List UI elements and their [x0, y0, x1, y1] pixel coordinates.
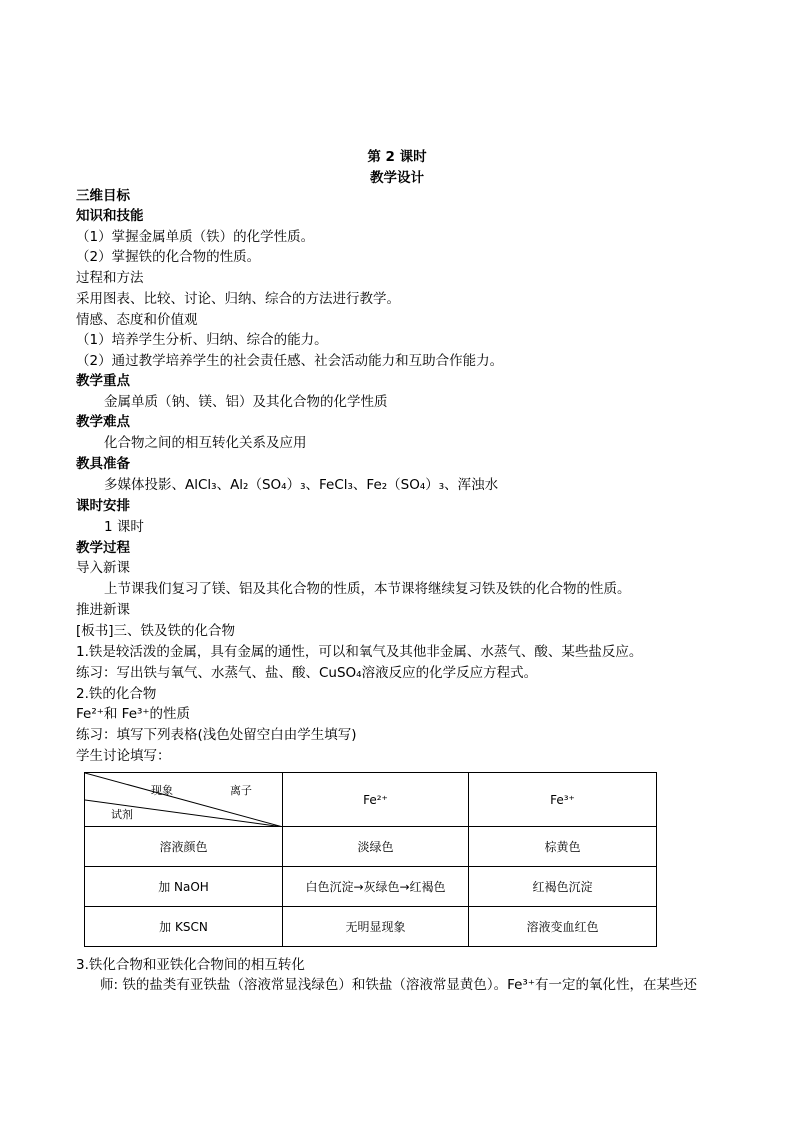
intro-text: 上节课我们复习了镁、铝及其化合物的性质，本节课将继续复习铁及铁的化合物的性质。	[104, 581, 631, 597]
heading-conversion: 3.铁化合物和亚铁化合物间的相互转化	[76, 957, 305, 973]
exercise-equations: 练习：写出铁与氧气、水蒸气、盐、酸、CuSO₄溶液反应的化学反应方程式。	[76, 665, 538, 681]
emotion-item-1: （1）培养学生分析、归纳、综合的能力。	[76, 332, 328, 348]
fe2-cell: 白色沉淀→灰绿色→红褐色	[283, 867, 469, 907]
row-label: 加 KSCN	[85, 907, 283, 947]
table-row	[85, 867, 657, 907]
table-row	[85, 827, 657, 867]
lesson-number: 第 2 课时	[367, 149, 427, 165]
heading-key-points: 教学重点	[76, 373, 130, 389]
table-header-row	[85, 773, 657, 827]
header-fe2: Fe²⁺	[283, 773, 469, 827]
table-row	[85, 907, 657, 947]
heading-objectives: 三维目标	[76, 188, 130, 204]
corner-cell	[85, 773, 283, 827]
fe2-cell: 淡绿色	[283, 827, 469, 867]
heading-new-lesson: 推进新课	[76, 602, 130, 618]
heading-intro: 导入新课	[76, 560, 130, 576]
student-discussion: 学生讨论填写：	[76, 748, 171, 764]
fe3-cell: 溶液变血红色	[469, 907, 657, 947]
heading-process-teaching: 教学过程	[76, 540, 130, 556]
knowledge-item-2: （2）掌握铁的化合物的性质。	[76, 249, 261, 265]
fe3-cell: 红褐色沉淀	[469, 867, 657, 907]
corner-phenomenon: 现象	[151, 784, 173, 797]
heading-process: 过程和方法	[76, 270, 144, 286]
design-title: 教学设计	[370, 170, 424, 186]
schedule-text: 1 课时	[104, 519, 144, 535]
process-text: 采用图表、比较、讨论、归纳、综合的方法进行教学。	[76, 291, 400, 307]
heading-knowledge: 知识和技能	[76, 208, 144, 224]
row-label: 溶液颜色	[85, 827, 283, 867]
heading-iron-compounds: 2.铁的化合物	[76, 686, 157, 702]
fe2-cell: 无明显现象	[283, 907, 469, 947]
heading-schedule: 课时安排	[76, 498, 130, 514]
fe-ions-table	[84, 772, 657, 947]
row-label: 加 NaOH	[85, 867, 283, 907]
materials-text: 多媒体投影、AlCl₃、Al₂（SO₄）₃、FeCl₃、Fe₂（SO₄）₃、浑浊水	[104, 477, 499, 493]
heading-materials: 教具准备	[76, 456, 130, 472]
key-points-text: 金属单质（钠、镁、铝）及其化合物的化学性质	[104, 394, 388, 410]
teacher-text: 师: 铁的盐类有亚铁盐（溶液常显浅绿色）和铁盐（溶液常显黄色）。Fe³⁺有一定的氧化性，在某些还	[100, 977, 697, 993]
difficulties-text: 化合物之间的相互转化关系及应用	[104, 435, 307, 451]
heading-difficulties: 教学难点	[76, 414, 130, 430]
emotion-item-2: （2）通过教学培养学生的社会责任感、社会活动能力和互助合作能力。	[76, 353, 504, 369]
board-note: [板书]三、铁及铁的化合物	[76, 623, 236, 639]
header-fe3: Fe³⁺	[469, 773, 657, 827]
heading-emotion: 情感、态度和价值观	[76, 312, 198, 328]
exercise-table: 练习：填写下列表格(浅色处留空白由学生填写)	[76, 727, 357, 743]
knowledge-item-1: （1）掌握金属单质（铁）的化学性质。	[76, 229, 315, 245]
iron-property-text: 1.铁是较活泼的金属，具有金属的通性，可以和氧气及其他非金属、水蒸气、酸、某些盐反应。	[76, 644, 643, 660]
corner-reagent: 试剂	[111, 808, 133, 821]
fe-ions-heading: Fe²⁺和 Fe³⁺的性质	[76, 706, 191, 722]
fe3-cell: 棕黄色	[469, 827, 657, 867]
corner-ion: 离子	[230, 784, 252, 797]
